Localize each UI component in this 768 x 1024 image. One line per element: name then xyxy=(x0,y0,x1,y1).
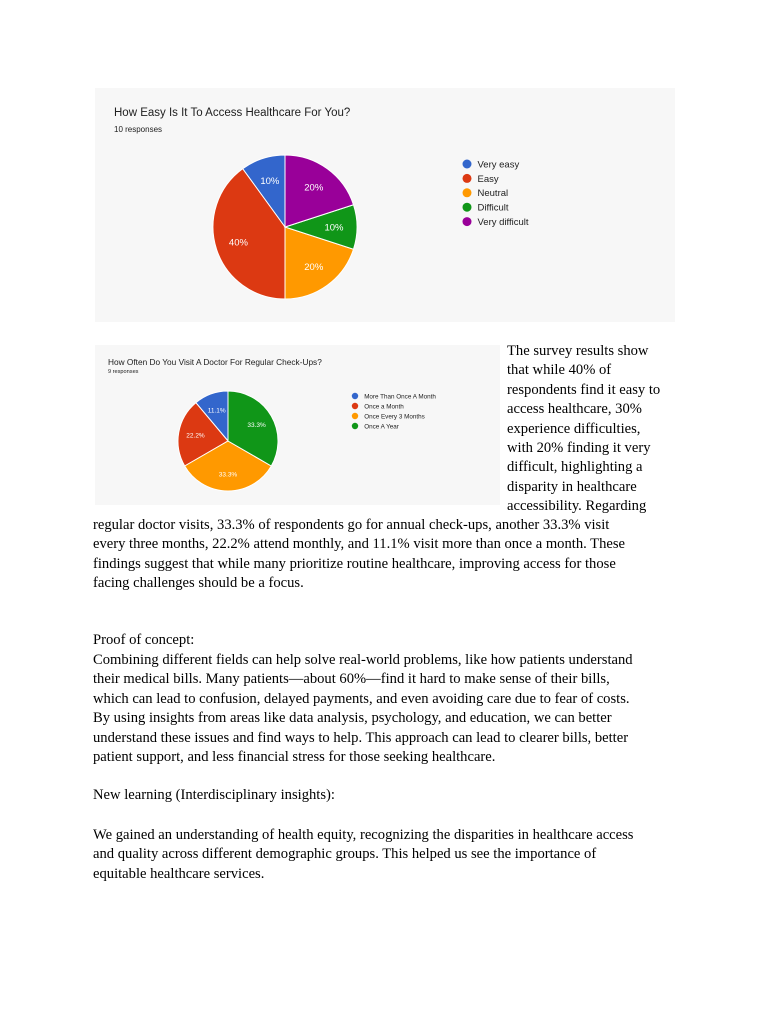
slice-label: 11.1% xyxy=(207,407,226,415)
checkup-frequency-chart xyxy=(95,345,500,505)
legend-swatch xyxy=(352,423,358,429)
legend-swatch xyxy=(463,188,472,197)
legend-label: Once A Year xyxy=(364,423,399,431)
slice-label: 33.3% xyxy=(247,421,266,429)
legend-swatch xyxy=(352,413,358,419)
slice-label: 10% xyxy=(260,175,280,187)
legend-label: Very difficult xyxy=(477,217,529,229)
legend-swatch xyxy=(463,203,472,212)
text-line: experience difficulties, xyxy=(507,420,641,437)
legend-swatch xyxy=(463,217,472,226)
text-line: facing challenges should be a focus. xyxy=(93,575,304,592)
text-line: findings suggest that while many prioritize routine healthcare, improving access for those xyxy=(93,555,616,572)
text-line: equitable healthcare services. xyxy=(93,865,265,882)
survey-summary-side xyxy=(507,342,682,517)
text-line: access healthcare, 30% xyxy=(507,401,642,418)
legend-swatch xyxy=(352,403,358,409)
text-line: patient support, and less financial stress for those seeking healthcare. xyxy=(93,749,496,766)
text-line: Combining different fields can help solve real-world problems, like how patients understand xyxy=(93,652,633,668)
text-line: which can lead to confusion, delayed payments, and even avoiding care due to fear of costs. xyxy=(93,690,630,707)
text-line: difficult, highlighting a xyxy=(507,459,643,476)
text-line: every three months, 22.2% attend monthly, and 11.1% visit more than once a month. These xyxy=(93,536,626,553)
legend-label: Neutral xyxy=(477,188,509,200)
text-line: By using insights from areas like data analysis, psychology, and education, we can better xyxy=(93,710,612,727)
slice-label: 20% xyxy=(304,182,324,194)
text-line: We gained an understanding of health equity, recognizing the disparities in healthcare access xyxy=(93,827,634,843)
slice-label: 40% xyxy=(228,237,248,249)
proof-of-concept-paragraph xyxy=(93,651,733,767)
slice-label: 22.2% xyxy=(186,432,205,440)
chart-title: How Often Do You Visit A Doctor For Regular Check-Ups? xyxy=(108,357,322,367)
pie-chart-svg xyxy=(95,88,675,322)
legend-label: Once a Month xyxy=(364,403,404,411)
legend-swatch xyxy=(463,160,472,169)
legend-label: Very easy xyxy=(477,159,520,171)
text-line: their medical bills. Many patients—about 60%—find it hard to make sense of their bills, xyxy=(93,671,610,688)
legend-label: Easy xyxy=(477,173,499,185)
text-line: disparity in healthcare xyxy=(507,478,637,495)
chart-response-count: 10 responses xyxy=(114,125,163,134)
slice-label: 10% xyxy=(324,222,344,234)
slice-label: 33.3% xyxy=(218,471,238,479)
text-line: that while 40% of xyxy=(507,362,612,379)
chart-title: How Easy Is It To Access Healthcare For You? xyxy=(114,107,351,119)
text-line: with 20% finding it very xyxy=(507,440,651,457)
text-line: respondents find it easy to xyxy=(507,381,661,398)
legend-swatch xyxy=(463,174,472,183)
text-line: The survey results show xyxy=(507,343,649,359)
slice-label: 20% xyxy=(304,261,324,273)
legend-swatch xyxy=(352,393,358,399)
text-line: accessibility. Regarding xyxy=(507,498,647,515)
healthcare-access-chart xyxy=(95,88,675,322)
legend-label: More Than Once A Month xyxy=(364,393,436,401)
pie-chart-svg xyxy=(95,345,500,505)
text-line: regular doctor visits, 33.3% of respondents go for annual check-ups, another 33.3% visit xyxy=(93,517,610,533)
chart-response-count: 9 responses xyxy=(108,369,139,375)
new-learning-paragraph xyxy=(93,826,733,884)
text-line: understand these issues and find ways to help. This approach can lead to clearer bills, better xyxy=(93,729,629,746)
legend-label: Difficult xyxy=(477,202,509,214)
proof-of-concept-heading: Proof of concept: xyxy=(93,632,195,648)
legend-label: Once Every 3 Months xyxy=(364,413,425,421)
text-line: and quality across different demographic groups. This helped us see the importance of xyxy=(93,846,597,863)
survey-summary-continued xyxy=(93,516,733,594)
new-learning-heading: New learning (Interdisciplinary insights): xyxy=(93,787,335,803)
